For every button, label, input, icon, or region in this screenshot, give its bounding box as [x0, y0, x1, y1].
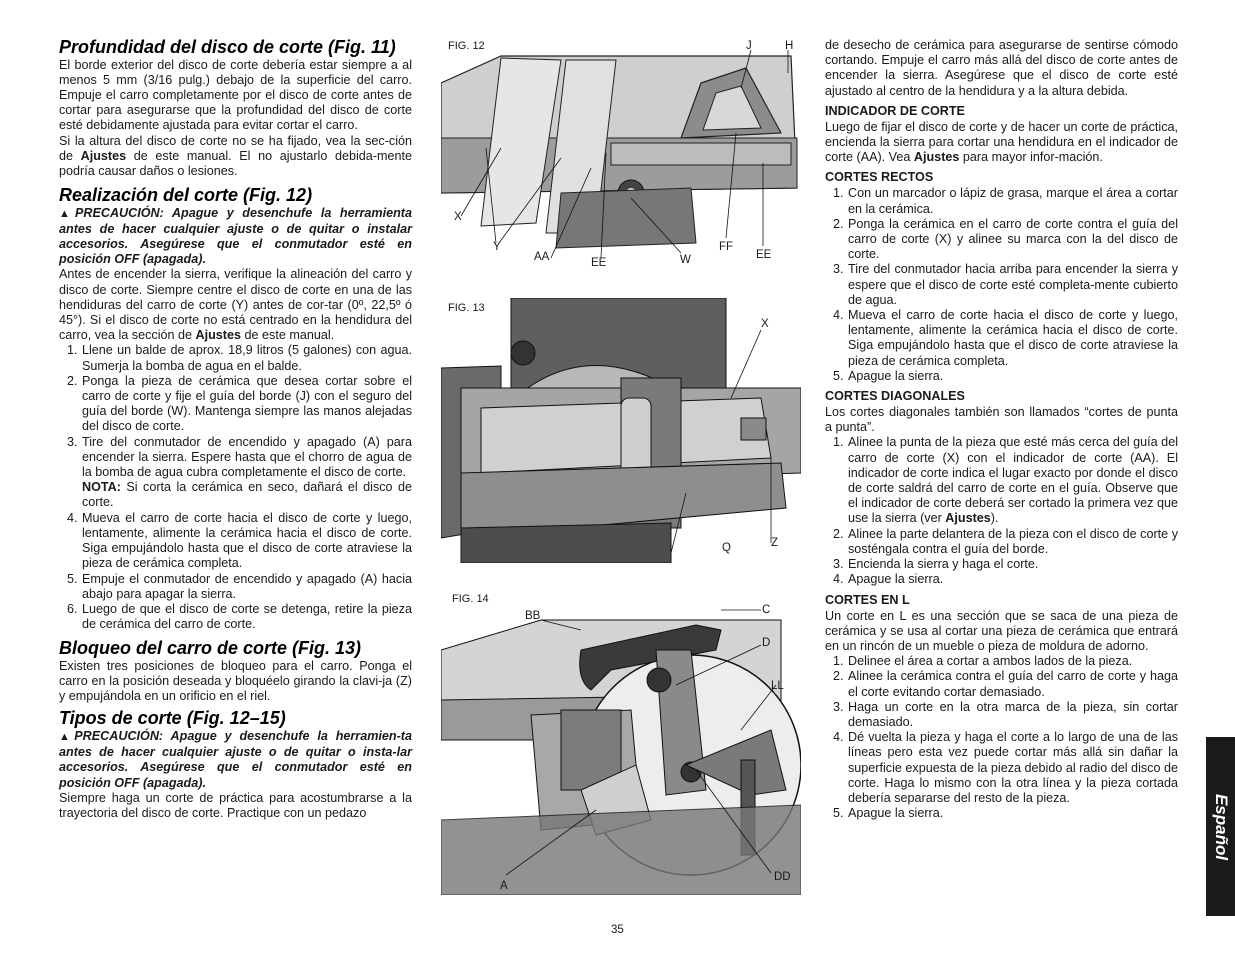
- steps-list: [825, 186, 1178, 384]
- heading-indicador: INDICADOR DE CORTE: [825, 103, 965, 118]
- paragraph: Siempre haga un corte de práctica para acostumbrarse a la trayectoria del disco de corte. Practique con un pedazo: [59, 790, 412, 820]
- page-number: 35: [611, 924, 624, 936]
- warning-icon: ▲: [59, 207, 75, 220]
- paragraph: de desecho de cerámica para asegurarse de sentirse cómodo cortando. Empuje el carro más allá del disco de corte antes de encender la sierra. Asegúrese que el disco de corte esté ajustado al centro de la hendidura y a la altura debida.: [825, 38, 1178, 98]
- callout-bb: BB: [525, 610, 541, 622]
- callout-d: D: [762, 637, 771, 649]
- callout-w: W: [680, 254, 691, 266]
- paragraph: Los cortes diagonales también son llamados “cortes de punta a punta”.: [825, 405, 1178, 435]
- heading-en-l: CORTES EN L: [825, 592, 910, 607]
- list-item: 3. Haga un corte en la otra marca de la pieza, sin cortar demasiado.: [833, 699, 1178, 729]
- callout-ff: FF: [719, 241, 734, 253]
- list-item: 1. Alinee la punta de la pieza que esté más cerca del guía del carro de corte (X) con el indicador de corte (AA). El indicador de corte indica el lugar exacto por donde el disco de corte saldrá del carro de corte en el guía. Observe que el indicador de corte deberá ser cortado la primera vez que use la sierra (ver Ajustes).: [833, 435, 1178, 526]
- paragraph: Un corte en L es una sección que se saca de una pieza de cerámica y se usa al cortar una pieza de cerámica que entrará en un rincón de un mueble o pieza de moldura de adorno.: [825, 608, 1178, 653]
- paragraph: Antes de encender la sierra, verifique la alineación del carro y disco de corte. Siempre centre el disco de corte en una de las hendiduras del carro de corte (Y) antes de cor-tar (0º, 22,5º ó 45°). Si el disco de corte no está centrado en la hendidura del carro, vea la sección de Ajustes de este manual.: [59, 267, 412, 343]
- callout-j: J: [746, 40, 752, 52]
- paragraph: Si la altura del disco de corte no se ha fijado, vea la sec-ción de Ajustes de este manual. El no ajustarlo debida-mente podría causar daños o lesiones.: [59, 133, 412, 178]
- list-item: 4. Mueva el carro de corte hacia el disco de corte y luego, lentamente, alimente la cerámica hacia el disco de corte. Siga empujándolo hasta que el disco de corte atraviese la pieza de cerámica completa.: [67, 510, 412, 571]
- tile-saw-illustration: [441, 590, 801, 895]
- list-item: 3. Tire del conmutador hacia arriba para encender la sierra y espere que el disco de corte esté completa-mente cubierto de agua.: [833, 262, 1178, 307]
- language-tab: [1206, 737, 1235, 916]
- list-item: 1. Delinee el área a cortar a ambos lados de la pieza.: [833, 654, 1133, 669]
- list-item: 4. Mueva el carro de corte hacia el disco de corte y luego, lentamente, alimente la cerámica hacia el disco de corte. Siga empujándolo hasta que el disco de corte atraviese la pieza de cerámica completa.: [833, 308, 1178, 368]
- list-item: 3. Encienda la sierra y haga el corte.: [833, 557, 1039, 572]
- steps-list: [825, 654, 1178, 821]
- figure-13: [441, 298, 801, 563]
- callout-x: X: [454, 211, 462, 223]
- list-item: 2. Ponga la cerámica en el carro de corte contra el guía del carro de corte (X) y alinee su marca con la del disco de corte.: [833, 216, 1178, 262]
- figure-title: FIG. 14: [452, 593, 489, 605]
- language-tab-label: Español: [1211, 793, 1231, 860]
- callout-y: Y: [493, 241, 501, 253]
- figure-14: [441, 590, 801, 895]
- callout-q: Q: [722, 542, 731, 554]
- callout-dd: DD: [774, 871, 791, 883]
- list-item: 4. Apague la sierra.: [833, 572, 944, 587]
- heading-realizacion: Realización del corte (Fig. 12): [59, 185, 313, 206]
- left-column: [59, 38, 412, 821]
- heading-rectos: CORTES RECTOS: [825, 170, 934, 185]
- list-item: 4. Dé vuelta la pieza y haga el corte a lo largo de una de las líneas pero esta vez puede cortar más allá sin dañar la superficie expuesta de la pieza debido al radio del disco de corte. Haga lo mismo con la otra línea y la pieza cortada debería separarse del resto de la pieza.: [833, 730, 1178, 805]
- paragraph: Luego de fijar el disco de corte y de hacer un corte de práctica, encienda la sierra para cortar una hendidura en el indicador de corte (AA). Vea Ajustes para mayor infor-mación.: [825, 119, 1178, 165]
- list-item: 6. Luego de que el disco de corte se detenga, retire la pieza de cerámica del carro de corte.: [67, 601, 412, 632]
- steps-list: [59, 343, 412, 632]
- warning-icon: ▲: [59, 730, 75, 743]
- list-item: 2. Alinee la cerámica contra el guía del carro de corte y haga el corte evitando cortar demasiado.: [833, 669, 1178, 699]
- tile-saw-illustration: [441, 298, 801, 563]
- paragraph: El borde exterior del disco de corte debería estar siempre a al menos 5 mm (3/16 pulg.) debajo de la superficie del carro. Empuje el carro completamente por el disco de corte antes de cortar para asegurarse que la profundidad del disco de corte esté debidamente ajustada para evitar cortar el carro.: [59, 57, 412, 133]
- callout-h: H: [785, 40, 794, 52]
- heading-diagonales: CORTES DIAGONALES: [825, 389, 965, 404]
- callout-a: A: [500, 880, 508, 892]
- callout-ll: LL: [771, 680, 784, 692]
- list-item: 5. Empuje el conmutador de encendido y apagado (A) hacia abajo para apagar la sierra.: [67, 571, 412, 601]
- figure-title: FIG. 12: [448, 40, 485, 52]
- callout-z: Z: [771, 537, 779, 549]
- steps-list: [825, 435, 1178, 587]
- tile-saw-illustration: [441, 38, 801, 270]
- callout-ee: EE: [756, 249, 772, 261]
- callout-c: C: [762, 604, 771, 616]
- list-item: 5. Apague la sierra.: [833, 806, 944, 821]
- heading-bloqueo: Bloqueo del carro de corte (Fig. 13): [59, 638, 362, 659]
- warning-text: ▲PRECAUCIÓN: Apague y desenchufe la herramien-ta antes de hacer cualquier ajuste o de quitar o insta-lar accesorios. Asegúrese que el conmutador esté en posición OFF (apagada).: [59, 728, 412, 790]
- heading-tipos: Tipos de corte (Fig. 12–15): [59, 708, 286, 729]
- right-column: [825, 38, 1178, 821]
- paragraph: Existen tres posiciones de bloqueo para el carro. Ponga el carro en la posición deseada y bloquéelo girando la clavi-ja (Z) y empujándola en un orificio en el riel.: [59, 658, 412, 704]
- list-item: 2. Ponga la pieza de cerámica que desea cortar sobre el carro de corte y fije el guía del borde (J) con el seguro del guía del borde (W). Mantenga siempre las manos alejadas del disco de corte.: [67, 373, 412, 434]
- figure-12: [441, 38, 801, 270]
- callout-aa: AA: [534, 251, 550, 263]
- list-item: 5. Apague la sierra.: [833, 368, 944, 383]
- list-item: 3. Tire del conmutador de encendido y apagado (A) para encender la sierra. Espere hasta que el chorro de agua de la bomba de agua cubra completamente el disco de corte. NOTA: Si corta la cerámica en seco, dañará el disco de corte.: [67, 434, 412, 510]
- figure-title: FIG. 13: [448, 302, 485, 314]
- list-item: 1. Llene un balde de aprox. 18,9 litros (5 galones) con agua. Sumerja la bomba de agua en el balde.: [67, 343, 412, 373]
- warning-text: ▲PRECAUCIÓN: Apague y desenchufe la herramienta antes de hacer cualquier ajuste o de quitar o instalar accesorios. Asegúrese que el conmutador esté en posición OFF (apagada).: [59, 205, 412, 267]
- list-item: 2. Alinee la parte delantera de la pieza con el disco de corte y sosténgala contra el guía del borde.: [833, 526, 1178, 556]
- list-item: 1. Con un marcador o lápiz de grasa, marque el área a cortar en la cerámica.: [833, 186, 1178, 216]
- heading-profundidad: Profundidad del disco de corte (Fig. 11): [59, 37, 396, 57]
- callout-x: X: [761, 318, 769, 330]
- callout-ee: EE: [591, 257, 607, 269]
